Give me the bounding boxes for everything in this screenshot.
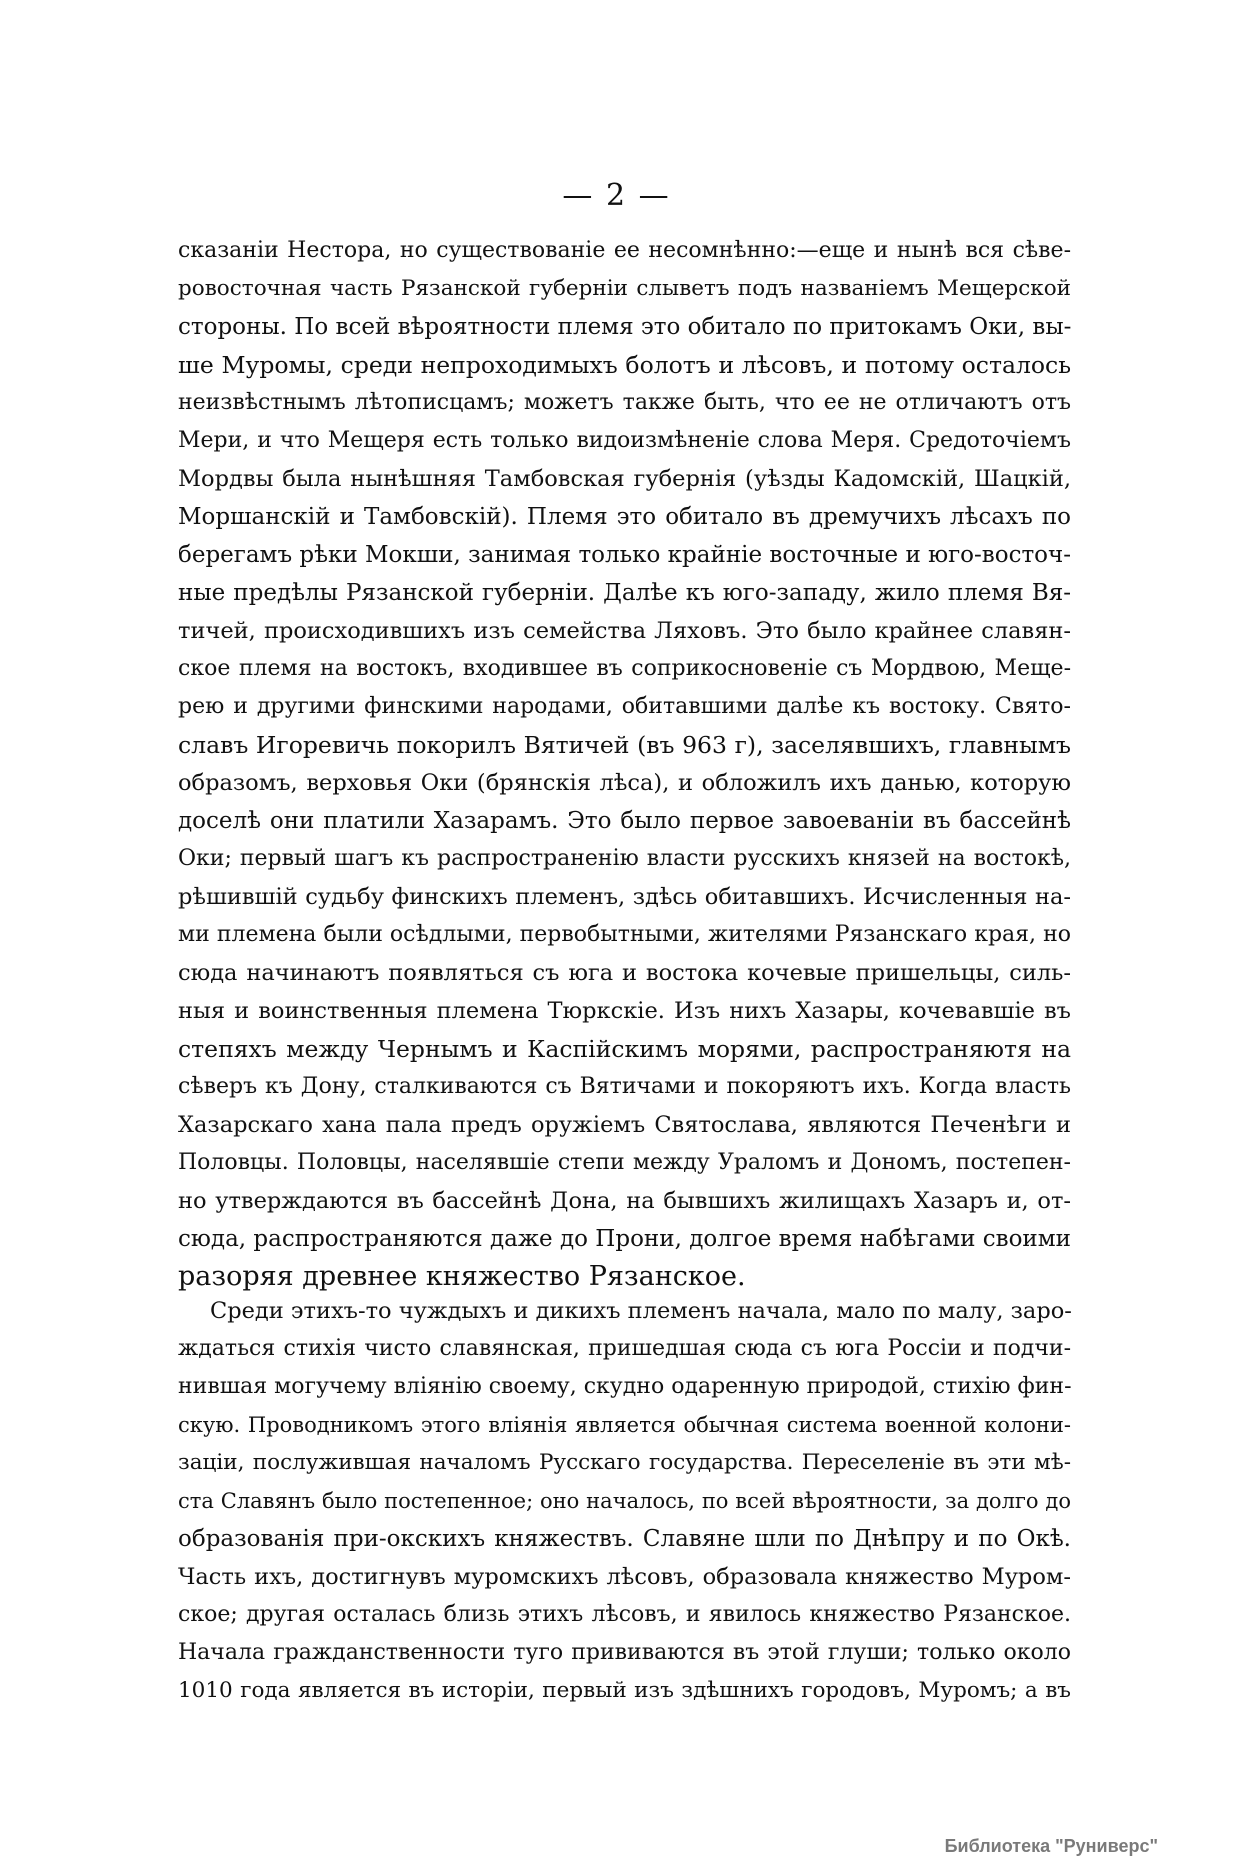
text-line: ми племена были осѣдлыми, первобытными, жителями Рязанскаго края, но (178, 922, 1071, 947)
text-line: тичей, происходившихъ изъ семейства Ляховъ. Это было крайнее славян- (178, 618, 1071, 644)
text-line: образованія при-окскихъ княжествъ. Славяне шли по Днѣпру и по Окѣ. (178, 1526, 1071, 1552)
text-line: Моршанскій и Тамбовскій). Племя это обитало въ дремучихъ лѣсахъ по (178, 504, 1071, 530)
text-line: ные предѣлы Рязанской губерніи. Далѣе къ юго-западу, жило племя Вя- (178, 580, 1071, 606)
text-line: сюда начинаютъ появляться съ юга и востока кочевые пришельцы, силь- (178, 960, 1071, 986)
text-line: Оки; первый шагъ къ распространенію власти русскихъ князей на востокѣ, (178, 846, 1071, 871)
text-line: берегамъ рѣки Мокши, занимая только крайніе восточные и юго-восточ- (178, 542, 1072, 568)
text-line: ста Славянъ было постепенное; оно началось, по всей вѣроятности, за долго до (178, 1489, 1071, 1513)
text-line: разоряя древнее княжество Рязанское. (178, 1261, 746, 1292)
text-line: заціи, послужившая началомъ Русскаго государства. Переселеніе въ эти мѣ- (178, 1450, 1071, 1475)
text-line: 1010 года является въ исторіи, первый изъ здѣшнихъ городовъ, Муромъ; а въ (178, 1678, 1071, 1703)
text-line: Часть ихъ, достигнувъ муромскихъ лѣсовъ, образовала княжество Муром- (178, 1564, 1071, 1590)
text-line: Начала гражданственности туго прививаются въ этой глуши; только около (178, 1640, 1071, 1665)
text-line: ровосточная часть Рязанской губерніи слыветъ подъ названіемъ Мещерской (178, 276, 1071, 301)
text-line: доселѣ они платили Хазарамъ. Это было первое завоеваніи въ бассейнѣ (178, 808, 1071, 834)
text-line: ское; другая осталась близь этихъ лѣсовъ, и явилось княжество Рязанское. (178, 1602, 1071, 1627)
text-line: Хазарскаго хана пала предъ оружіемъ Святослава, являются Печенѣги и (178, 1112, 1071, 1138)
text-line: образомъ, верховья Оки (брянскія лѣса), и обложилъ ихъ данью, которую (178, 770, 1071, 796)
text-line: славъ Игоревичь покорилъ Вятичей (въ 963 г), заселявшихъ, главнымъ (178, 731, 1071, 759)
page-number: — 2 — (562, 178, 671, 213)
text-line: скую. Проводникомъ этого вліянія является обычная система военной колони- (178, 1413, 1071, 1437)
text-line: Мери, и что Мещеря есть только видоизмѣненіе слова Меря. Средоточіемъ (178, 428, 1071, 453)
text-line: сказаніи Нестора, но существованіе ее несомнѣнно:—еще и нынѣ вся сѣве- (178, 238, 1071, 263)
text-line: сѣверъ къ Дону, сталкиваются съ Вятичами и покоряютъ ихъ. Когда власть (178, 1074, 1071, 1099)
text-line: Половцы. Половцы, населявшіе степи между Ураломъ и Дономъ, постепен- (178, 1150, 1071, 1175)
paragraph-1 (178, 232, 1071, 1296)
text-line: рею и другими финскими народами, обитавшими далѣе къ востоку. Свято- (178, 694, 1071, 719)
text-line: но утверждаются въ бассейнѣ Дона, на бывшихъ жилищахъ Хазаръ и, от- (178, 1188, 1071, 1214)
text-line: рѣшившій судьбу финскихъ племенъ, здѣсь обитавшихъ. Исчисленныя на- (178, 884, 1071, 910)
text-line: стороны. По всей вѣроятности племя это обитало по притокамъ Оки, вы- (178, 314, 1072, 340)
text-line: ныя и воинственныя племена Тюркскіе. Изъ нихъ Хазары, кочевавшіе въ (178, 998, 1071, 1024)
library-watermark: Библиотека "Руниверс" (944, 1836, 1158, 1856)
text-line: сюда, распространяются даже до Прони, долгое время набѣгами своими (178, 1226, 1071, 1252)
paragraph-2 (178, 1292, 1071, 1710)
text-line: Мордвы была нынѣшняя Тамбовская губернія (уѣзды Кадомскій, Шацкій, (178, 466, 1071, 492)
text-line: степяхъ между Чернымъ и Каспійскимъ морями, распространяютя на (178, 1035, 1071, 1063)
text-line: нившая могучему вліянію своему, скудно одаренную природой, стихію фин- (178, 1374, 1072, 1399)
text-line: ское племя на востокъ, входившее въ соприкосновеніе съ Мордвою, Меще- (178, 656, 1071, 681)
text-line: ждаться стихія чисто славянская, пришедшая сюда съ юга Россіи и подчи- (178, 1336, 1071, 1361)
text-line: неизвѣстнымъ лѣтописцамъ; можетъ также быть, что ее не отличаютъ отъ (178, 390, 1071, 415)
text-line: ше Муромы, среди непроходимыхъ болотъ и лѣсовъ, и потому осталось (178, 351, 1071, 379)
text-line: Среди этихъ-то чуждыхъ и дикихъ племенъ начала, мало по малу, заро- (210, 1298, 1072, 1324)
